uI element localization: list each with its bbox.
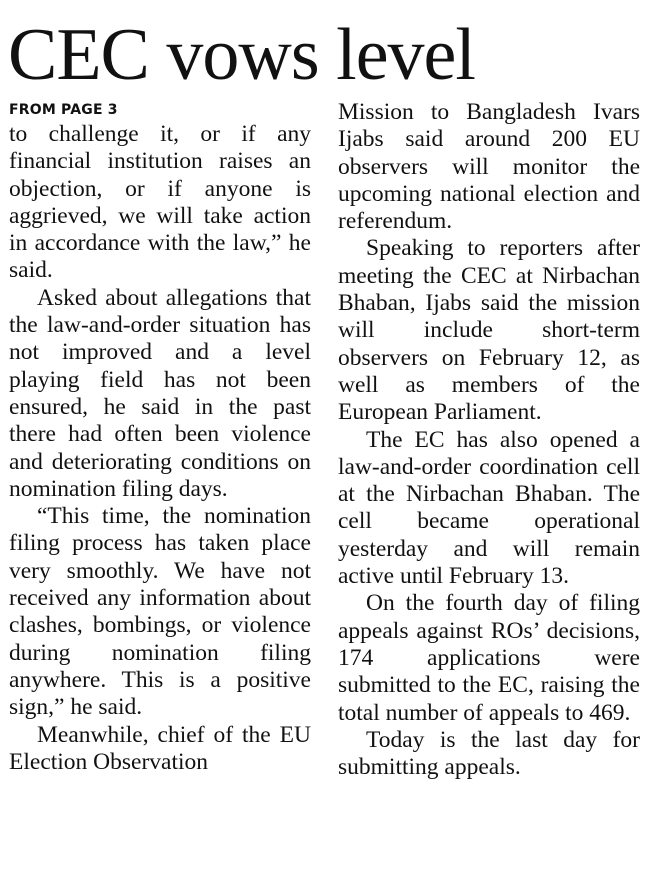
paragraph: Speaking to reporters after meeting the CEC at Nirbachan Bhaban, Ijabs said the mission will include short-term observers on February 12, as well as members of the European Parliament. bbox=[338, 235, 640, 426]
paragraph: “This time, the nomination filing process has taken place very smoothly. We have not received any information about clashes, bombings, or violence during nomination filing anywhere. This is a positive sign,” he said. bbox=[9, 503, 311, 721]
paragraph: Asked about allegations that the law-and-order situation has not improved and a level playing field has not been ensured, he said in the past there had often been violence and deteriorating conditions on nomination filing days. bbox=[9, 284, 311, 502]
paragraph: to challenge it, or if any financial institution raises an objection, or if anyone is aggrieved, we will take action in accordance with the law,” he said. bbox=[9, 121, 311, 284]
article-column-right bbox=[338, 99, 640, 781]
paragraph: On the fourth day of filing appeals against ROs’ decisions, 174 applications were submitted to the EC, raising the total number of appeals to 469. bbox=[338, 590, 640, 726]
paragraph: Mission to Bangladesh Ivars Ijabs said around 200 EU observers will monitor the upcoming national election and referendum. bbox=[338, 99, 640, 235]
paragraph: The EC has also opened a law-and-order coordination cell at the Nirbachan Bhaban. The cell became operational yesterday and will remain active until February 13. bbox=[338, 426, 640, 590]
headline: CEC vows level bbox=[8, 14, 475, 96]
article-column-left bbox=[9, 99, 311, 776]
paragraph: Today is the last day for submitting appeals. bbox=[338, 726, 640, 781]
continuation-kicker: FROM PAGE 3 bbox=[9, 102, 118, 118]
paragraph: Meanwhile, chief of the EU Election Observation bbox=[9, 721, 311, 775]
